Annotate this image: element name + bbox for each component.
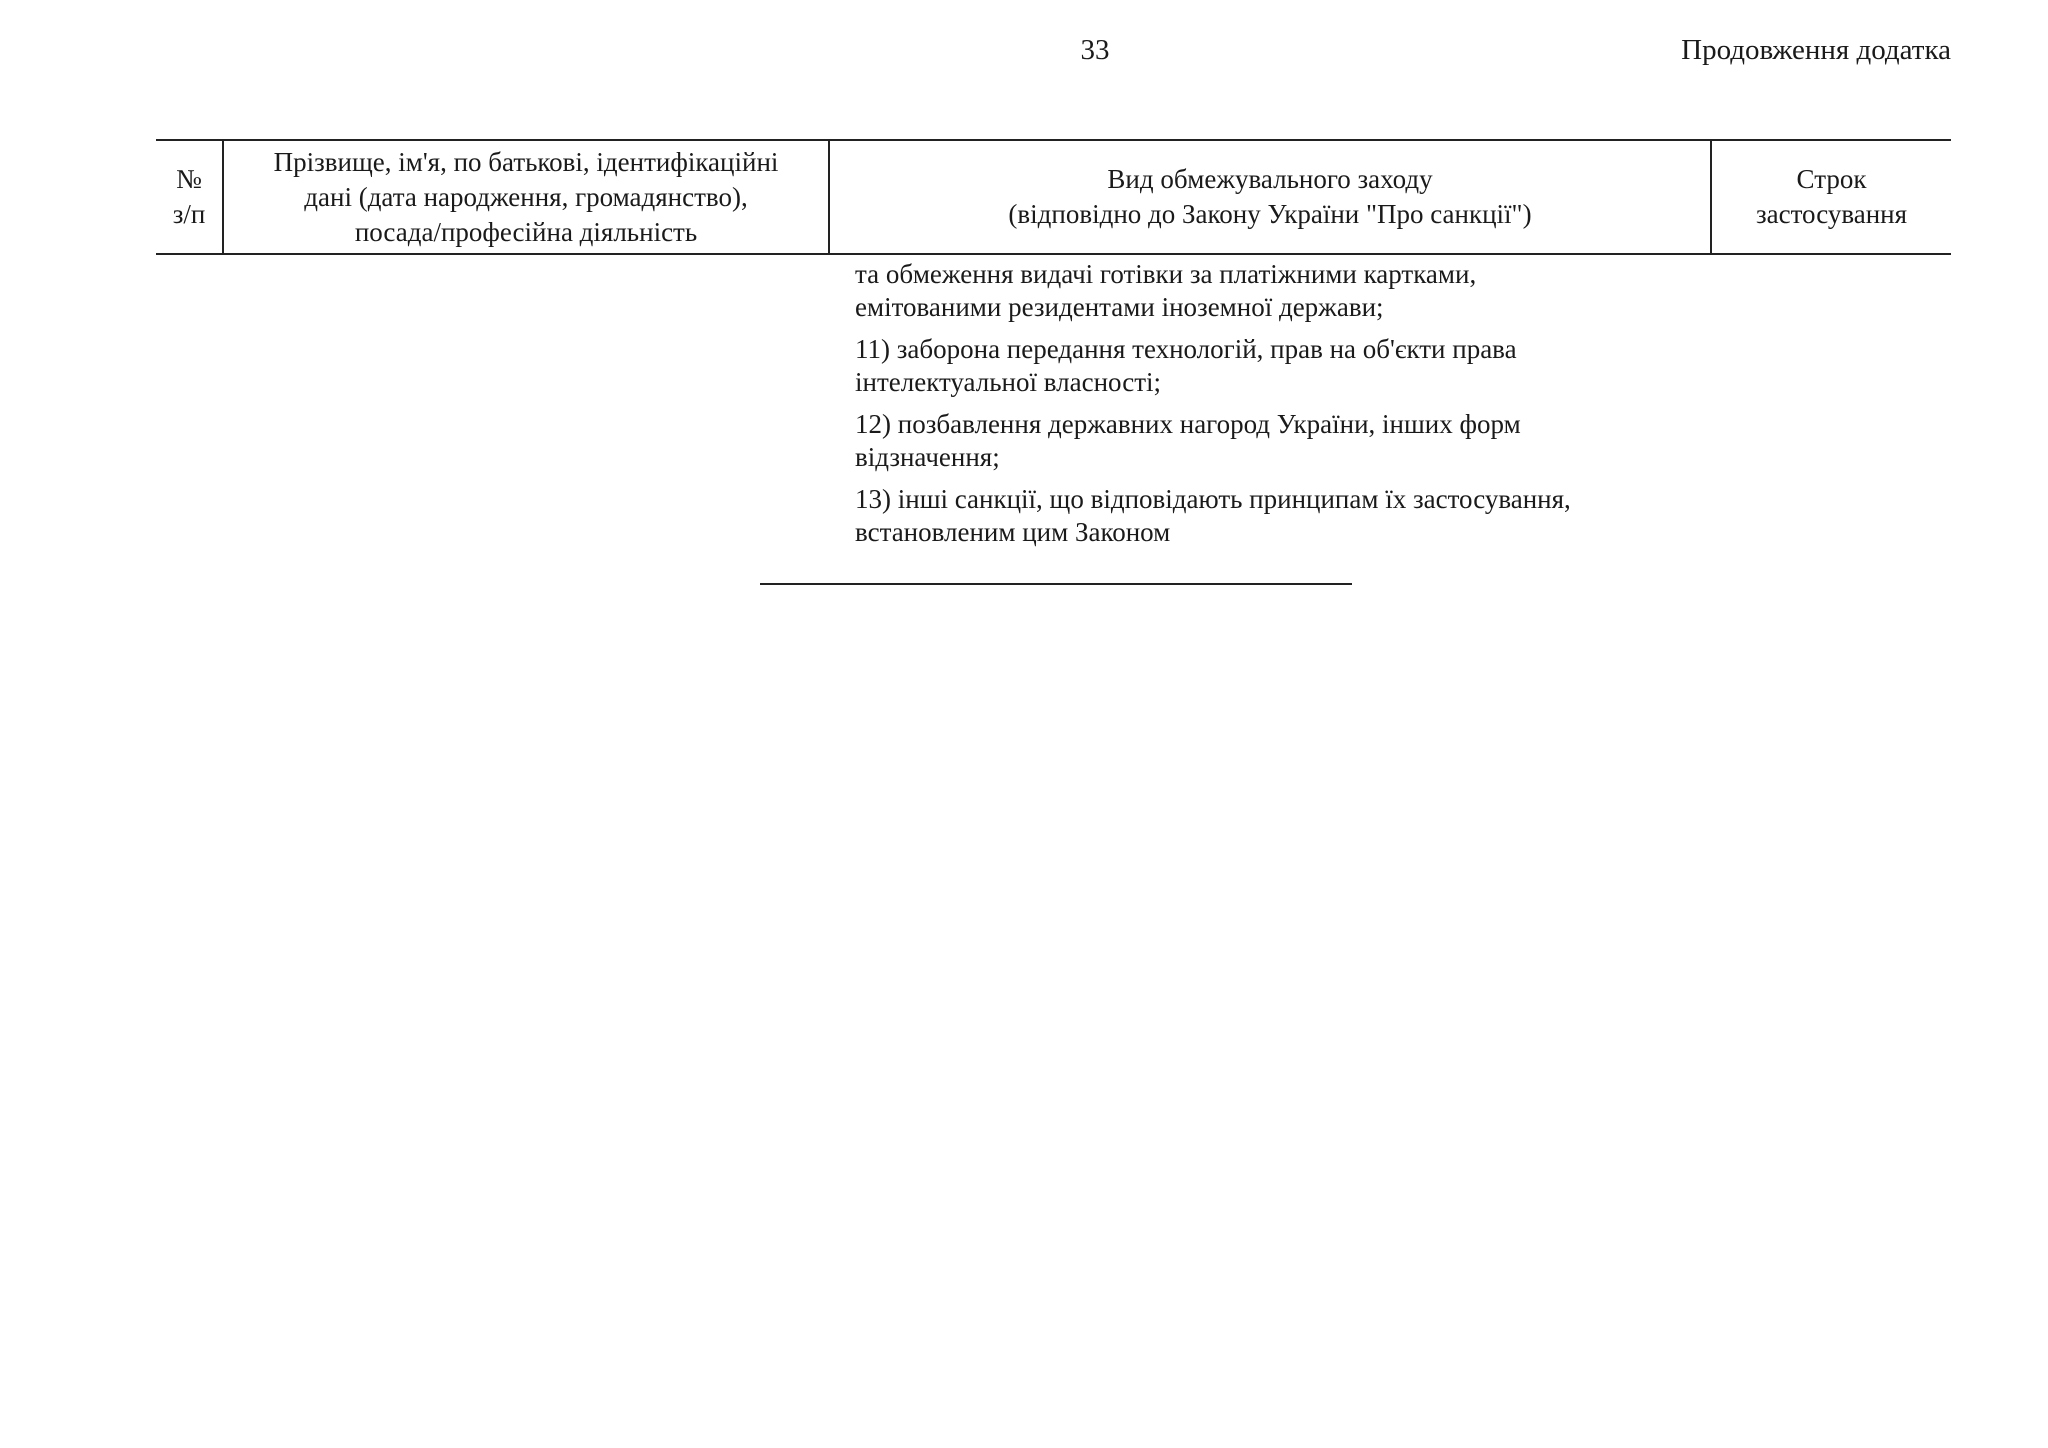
- measure-line: інтелектуальної власності;: [855, 367, 1161, 397]
- column-header-measure: [829, 140, 1711, 254]
- measure-item: [855, 258, 1675, 324]
- page-number: 33: [1080, 34, 1110, 66]
- column-header-term: [1711, 140, 1951, 254]
- column-header-line: Прізвище, ім'я, по батькові, ідентифікаційні: [273, 146, 779, 177]
- measure-line: 12) позбавлення державних нагород України, інших форм: [855, 409, 1521, 439]
- measures-list: [855, 258, 1675, 558]
- column-header-number: [156, 140, 223, 254]
- column-header-line: Строк: [1796, 164, 1867, 194]
- end-rule: [760, 583, 1352, 585]
- measure-item: [855, 333, 1675, 399]
- column-header-line: Вид обмежувального заходу: [1107, 164, 1433, 194]
- column-header-line: застосування: [1755, 199, 1908, 229]
- column-header-line: №: [176, 164, 202, 194]
- measure-line: та обмеження видачі готівки за платіжними картками,: [855, 259, 1477, 289]
- column-header-line: з/п: [172, 199, 206, 229]
- measure-item: [855, 483, 1675, 549]
- sanctions-table-header: [156, 139, 1951, 255]
- measure-line: емітованими резидентами іноземної держави;: [855, 292, 1384, 322]
- column-header-line: (відповідно до Закону України "Про санкції"): [1008, 199, 1532, 229]
- header-row: [156, 140, 1951, 254]
- column-header-person: [223, 140, 829, 254]
- measure-item: [855, 408, 1675, 474]
- measure-line: 11) заборона передання технологій, прав на об'єкти права: [855, 334, 1517, 364]
- column-header-line: дані (дата народження, громадянство),: [304, 181, 748, 212]
- measure-line: 13) інші санкції, що відповідають принципам їх застосування,: [855, 484, 1571, 514]
- column-header-line: посада/професійна діяльність: [354, 216, 698, 247]
- continuation-label: Продовження додатка: [1681, 34, 1951, 66]
- measure-line: встановленим цим Законом: [855, 517, 1171, 547]
- measure-line: відзначення;: [855, 442, 1000, 472]
